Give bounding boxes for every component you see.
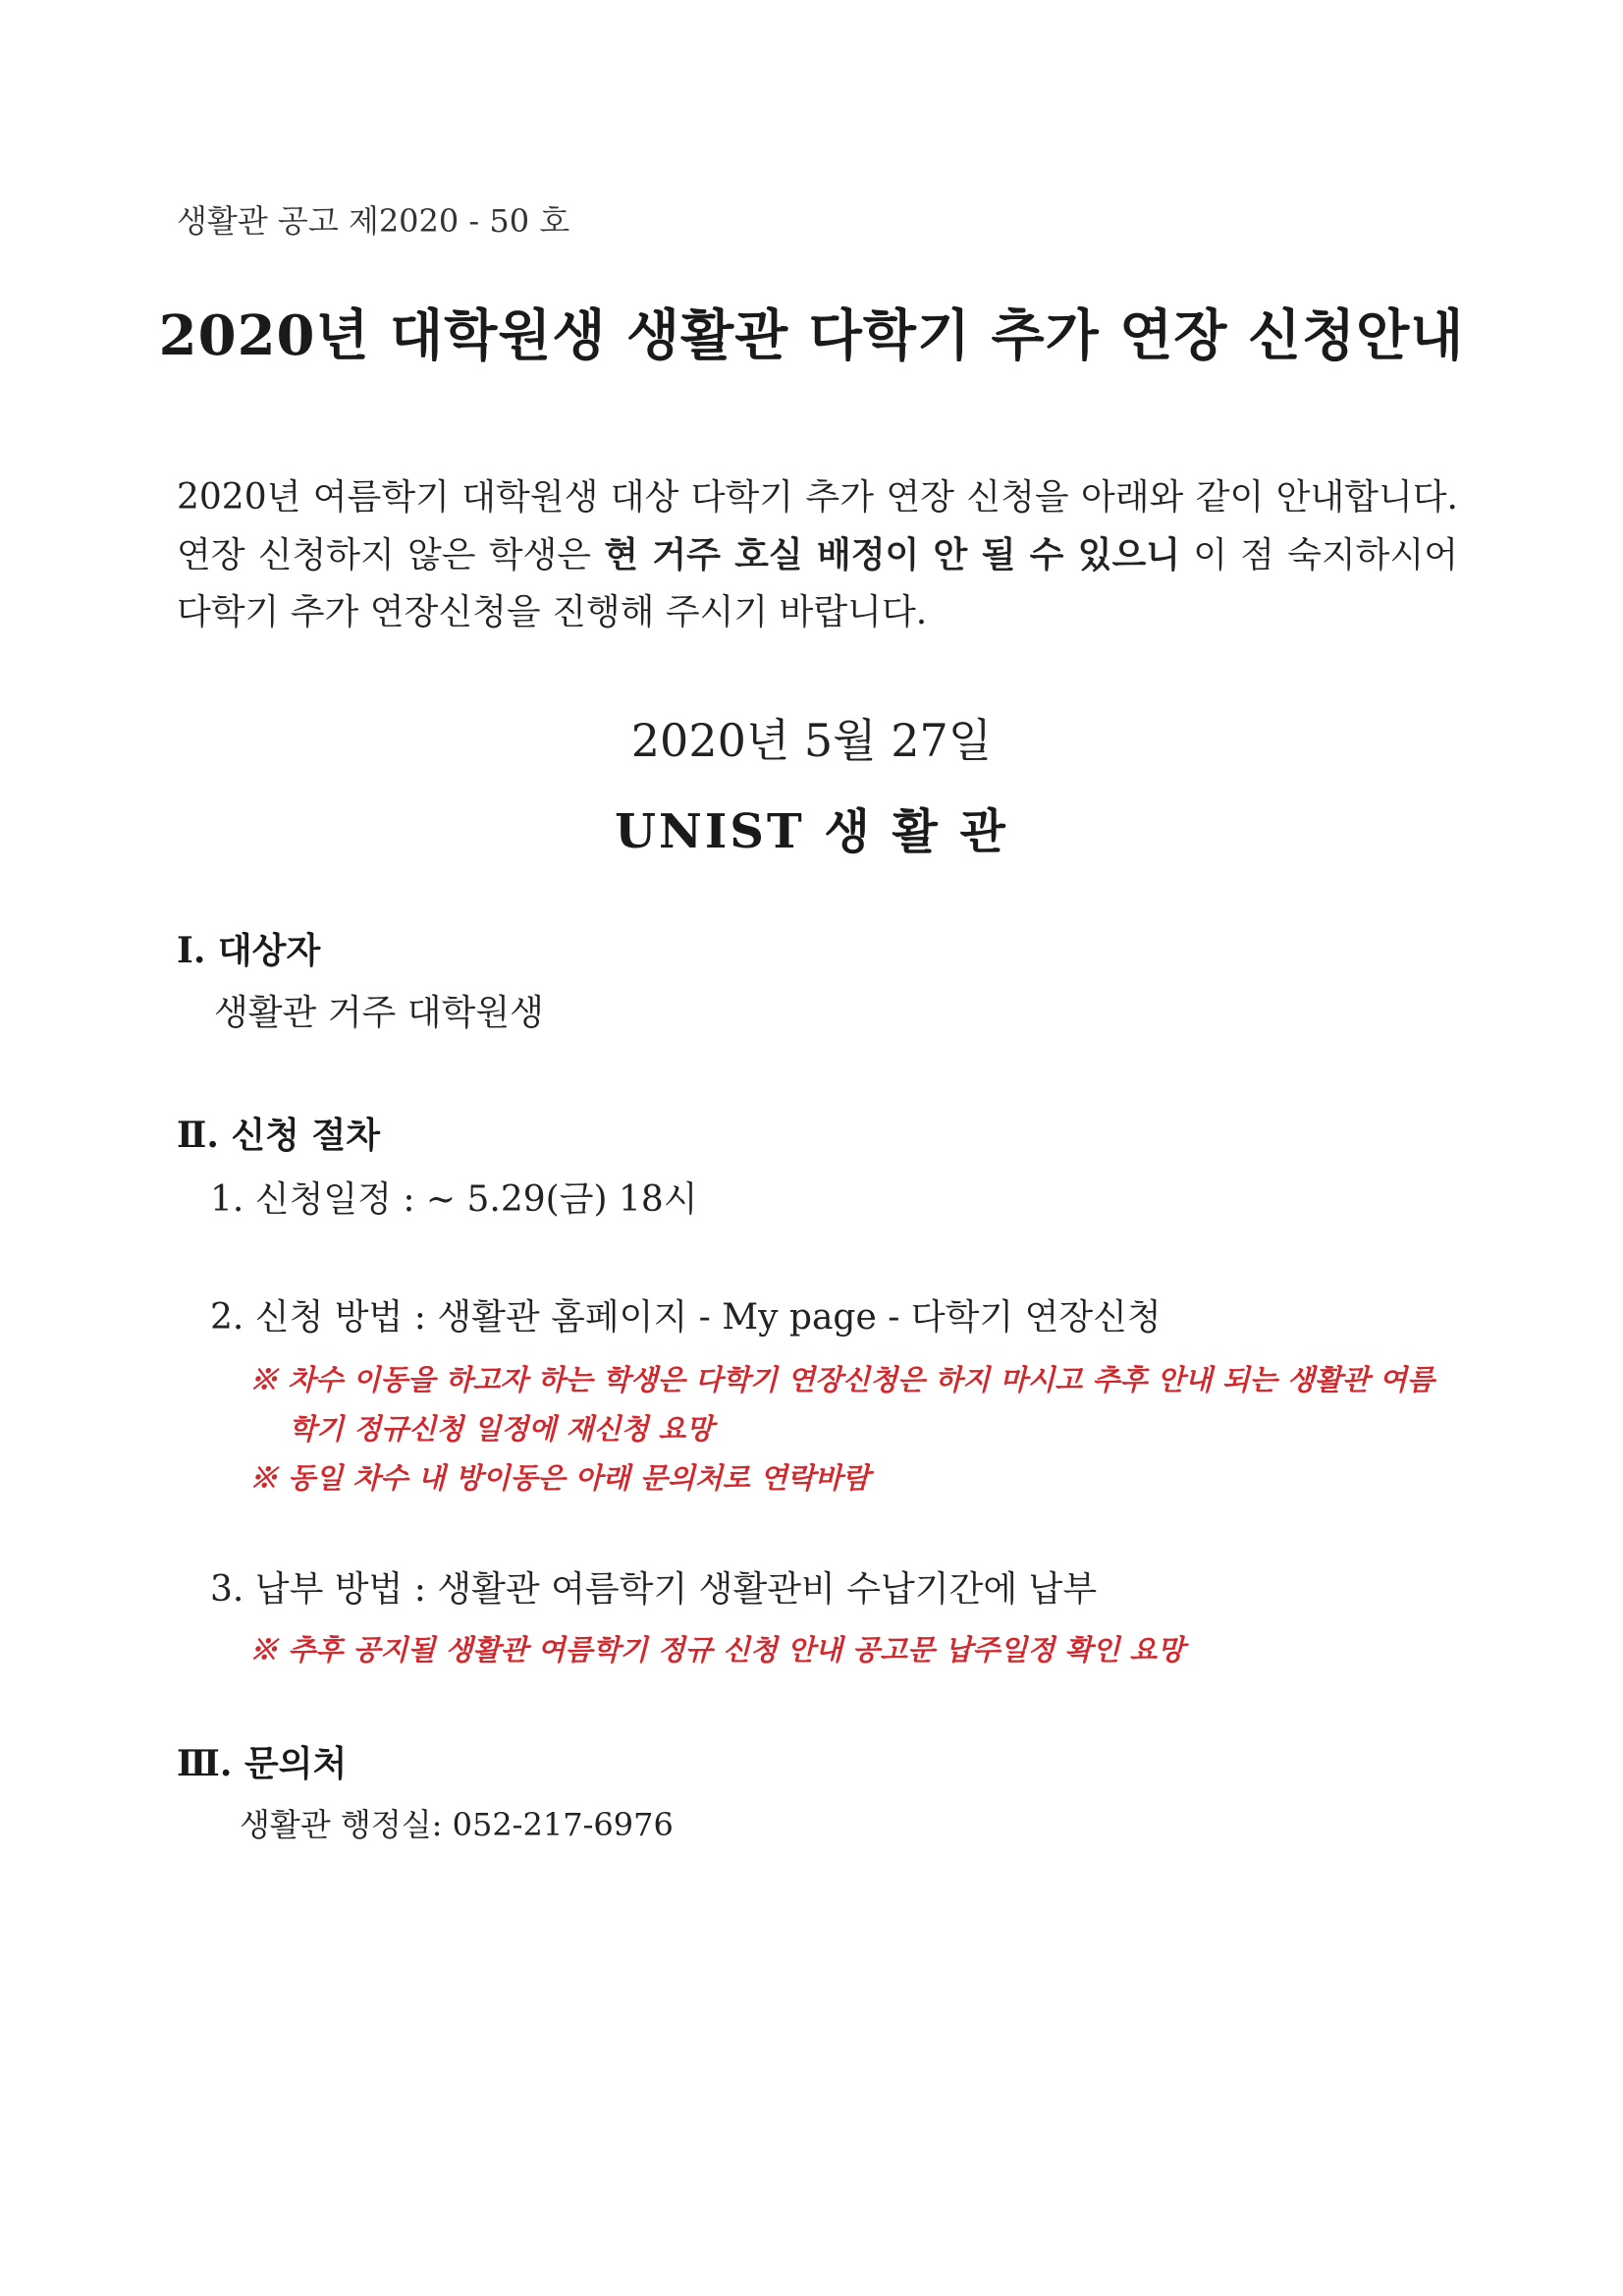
method-note-1-line-1: ※ 차수 이동을 하고자 하는 학생은 다학기 연장신청은 하지 마시고 추후 안내 되는 생활관 여름 [249, 1363, 1434, 1396]
intro-paragraph [177, 469, 1458, 641]
organization-name: UNIST 생 활 관 [615, 804, 1008, 859]
contact-text: 생활관 행정실: 052-217-6976 [240, 1806, 674, 1843]
procedure-item-payment: 3. 납부 방법 : 생활관 여름학기 생활관비 수납기간에 납부 [210, 1569, 1098, 1610]
intro-text-part2: 이 점 숙지하시어 다학기 추가 연장신청을 진행해 주시기 바랍니다. [177, 535, 1459, 632]
document-title: 2020년 대학원생 생활관 다학기 추가 연장 신청안내 [158, 303, 1465, 368]
procedure-item-method: 2. 신청 방법 : 생활관 홈페이지 - My page - 다학기 연장신청 [210, 1297, 1162, 1338]
procedure-item-schedule: 1. 신청일정 : ~ 5.29(금) 18시 [210, 1179, 698, 1220]
section-heading-target: Ⅰ. 대상자 [177, 930, 321, 971]
notice-number: 생활관 공고 제2020 - 50 호 [177, 202, 570, 240]
target-text: 생활관 거주 대학원생 [214, 993, 544, 1033]
method-note-2: ※ 동일 차수 내 방이동은 아래 문의처로 연락바람 [249, 1461, 870, 1495]
notice-date: 2020년 5월 27일 [630, 714, 993, 767]
section-heading-procedure: Ⅱ. 신청 절차 [177, 1115, 381, 1156]
payment-note: ※ 추후 공지될 생활관 여름학기 정규 신청 안내 공고문 납주일정 확인 요망 [249, 1633, 1185, 1667]
intro-text-bold: 현 거주 호실 배정이 안 될 수 있으니 [604, 534, 1181, 575]
section-heading-contact: Ⅲ. 문의처 [177, 1743, 348, 1784]
intro-text-part1: 2020년 여름학기 대학원생 대상 다학기 추가 연장 신청을 아래와 같이 안내합니다. 연장 신청하지 않은 학생은 [177, 477, 1458, 575]
method-note-1-line-2: 학기 정규신청 일정에 재신청 요망 [289, 1412, 714, 1446]
